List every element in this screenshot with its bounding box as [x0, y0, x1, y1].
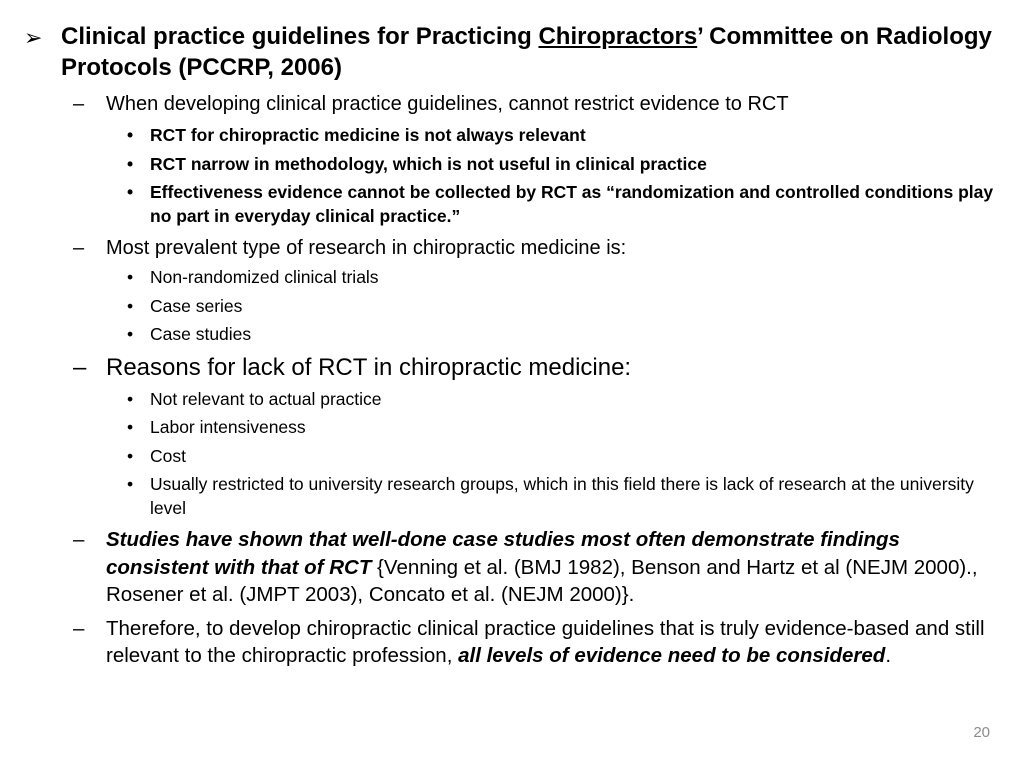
section-3	[73, 353, 998, 383]
bullet-text: Effectiveness evidence cannot be collected by RCT as “randomization and controlled conditions play no part in everyday clinical practice.”	[150, 182, 994, 226]
heading-text-before: Clinical practice guidelines for Practicing	[61, 23, 539, 50]
section-4-text	[106, 526, 998, 609]
dot-bullet-icon: •	[127, 125, 134, 145]
section-2-text: Most prevalent type of research in chiropractic medicine is:	[106, 237, 627, 259]
section-5-text	[106, 615, 998, 670]
dot-bullet-icon: •	[127, 388, 134, 409]
bullet-text: Not relevant to actual practice	[150, 388, 382, 409]
heading-text-after: ’ Committee on Radiology Protocols (PCCRP, 2006)	[61, 23, 992, 81]
arrow-bullet-icon: ➢	[24, 25, 43, 50]
section-2-bullet-3	[127, 323, 997, 347]
heading-item	[24, 21, 999, 83]
section-5	[73, 615, 998, 670]
section-3-bullet-3	[127, 445, 997, 469]
dot-bullet-icon: •	[127, 474, 134, 494]
bullet-text: Labor intensiveness	[150, 417, 306, 437]
dot-bullet-icon: •	[127, 182, 134, 202]
bullet-text: RCT for chiropractic medicine is not always relevant	[150, 125, 586, 145]
section-5-emphasis: all levels of evidence need to be considered	[458, 644, 886, 667]
dash-bullet-icon: –	[73, 353, 87, 381]
section-1	[73, 90, 998, 118]
section-1-bullet-2	[127, 153, 997, 177]
dot-bullet-icon: •	[127, 153, 134, 174]
section-2	[73, 234, 998, 262]
section-3-text: Reasons for lack of RCT in chiropractic medicine:	[106, 353, 632, 381]
section-3-bullet-1	[127, 388, 997, 412]
section-5-end: .	[885, 644, 892, 667]
section-3-bullet-4	[127, 473, 997, 520]
dash-bullet-icon: –	[73, 528, 85, 551]
dash-bullet-icon: –	[73, 616, 85, 640]
section-2-bullet-1	[127, 266, 997, 290]
section-5-body: Therefore, to develop chiropractic clinical practice guidelines that is truly evidence-based and still relevant to the chiropractic profession,	[106, 616, 985, 667]
heading-text	[61, 21, 999, 83]
dash-bullet-icon: –	[73, 93, 85, 115]
bullet-text: Case series	[150, 295, 243, 316]
section-2-bullet-2	[127, 295, 997, 319]
bullet-text: Usually restricted to university research groups, which in this field there is lack of research at the university level	[150, 474, 974, 518]
dot-bullet-icon: •	[127, 295, 134, 316]
section-4	[73, 526, 998, 609]
page-number: 20	[973, 724, 990, 741]
bullet-text: Cost	[150, 445, 186, 466]
section-1-text: When developing clinical practice guidelines, cannot restrict evidence to RCT	[106, 93, 789, 115]
section-4-citations: {Venning et al. (BMJ 1982), Benson and Hartz et al (NEJM 2000)., Rosener et al. (JMPT 2003), Concato et al. (NEJM 2000)}.	[106, 555, 978, 606]
section-1-bullet-1	[127, 124, 997, 148]
dash-bullet-icon: –	[73, 237, 85, 259]
bullet-text: Non-randomized clinical trials	[150, 267, 379, 287]
dot-bullet-icon: •	[127, 324, 134, 344]
section-4-emphasis: Studies have shown that well-done case studies most often demonstrate findings consistent with that of RCT	[106, 528, 900, 579]
dot-bullet-icon: •	[127, 267, 134, 287]
dot-bullet-icon: •	[127, 445, 134, 466]
section-1-bullet-3	[127, 181, 997, 228]
section-3-bullet-2	[127, 416, 997, 440]
bullet-text: RCT narrow in methodology, which is not useful in clinical practice	[150, 153, 707, 174]
slide-body	[0, 90, 1024, 670]
dot-bullet-icon: •	[127, 417, 134, 437]
bullet-text: Case studies	[150, 324, 252, 344]
heading-underlined-term: Chiropractors	[538, 23, 698, 50]
